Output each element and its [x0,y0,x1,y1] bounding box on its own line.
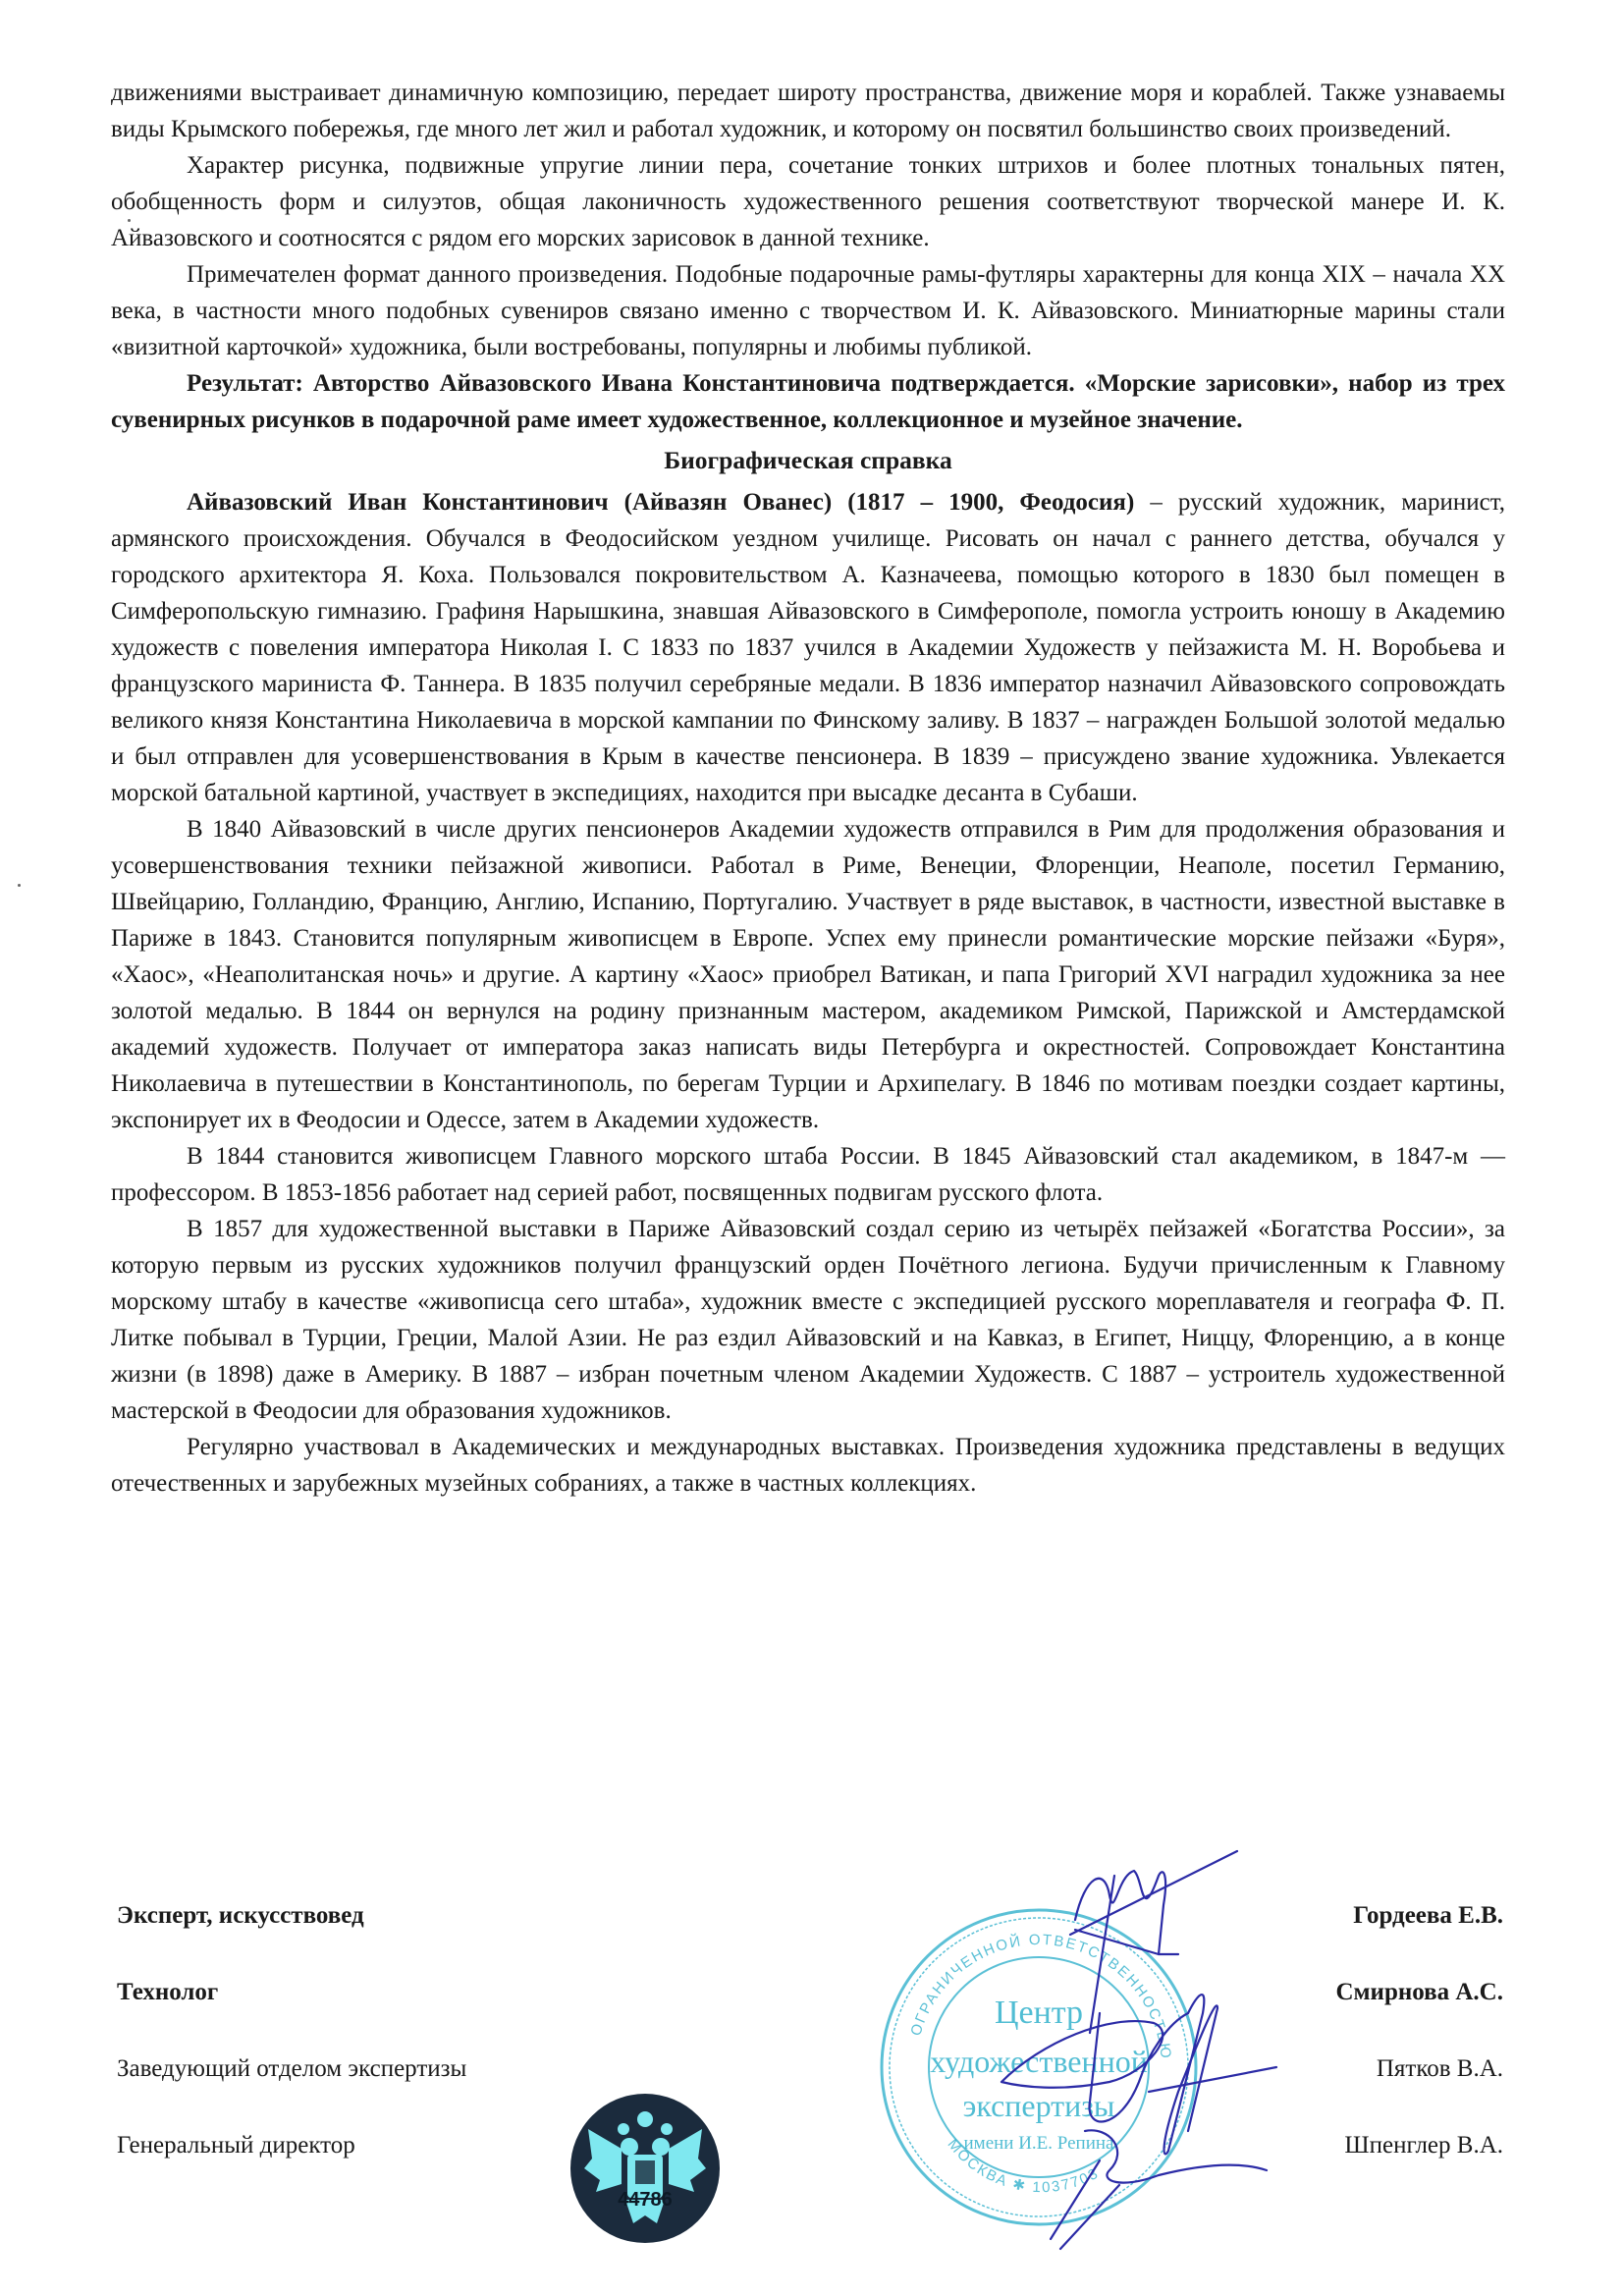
document-body [111,75,1505,1502]
paragraph-format: Примечателен формат данного произведения. Подобные подарочные рамы-футляры характерны для конца XIX – начала XX века, в частности много подобных сувениров связано именно с творчеством И. К. Айвазовского. Миниатюрные марины стали «визитной карточкой» художника, были востребованы, популярны и любимы публикой. [111,261,1505,360]
svg-text:художественной: художественной [930,2044,1148,2079]
bio-lead-paragraph [111,484,1505,811]
bio-paragraph-1857: В 1857 для художественной выставки в Париже Айвазовский создал серию из четырёх пейзажей «Богатства России», за которую первым из русских художников получил французский орден Почётного легиона. Будучи причисленным к Главному морскому штабу в качестве «живописца сего штаба», художник вместе с экспедицией русского мореплавателя и географа Ф. П. Литке побывал в Турции, Греции, Малой Азии. Не раз ездил Айвазовский и на Кавказ, в Египет, Ниццу, Флоренцию, а в конце жизни (в 1898) даже в Америку. В 1887 – избран почетным членом Академии Художеств. С 1887 – устроитель художественной мастерской в Феодосии для образования художников. [111,1216,1505,1424]
name-gordeeva: Гордеева Е.В. [1353,1902,1503,1929]
name-shpengler: Шпенглер В.А. [1344,2132,1503,2159]
svg-text:ОГРАНИЧЕННОЙ ОТВЕТСТВЕННОСТЬЮ: ОГРАНИЧЕННОЙ ОТВЕТСТВЕННОСТЬЮ [907,1931,1175,2061]
paragraph-drawing-character: Характер рисунка, подвижные упругие линии пера, сочетание тонких штрихов и более плотных тональных пятен, обобщенность форм и силуэтов, общая лаконичность художественного решения соответствуют творческой манере И. К. Айвазовского и соотносятся с рядом его морских зарисовок в данной технике. [111,152,1505,251]
paragraph-result: Результат: Авторство Айвазовского Ивана Константиновича подтверждается. «Морские зарисовки», набор из трех сувенирных рисунков в подарочной раме имеет художественное, коллекционное и музейное значение. [111,370,1505,433]
bio-paragraph-exhibitions: Регулярно участвовал в Академических и международных выставках. Произведения художника представлены в ведущих отечественных и зарубежных музейных собраниях, а также в частных коллекциях. [111,1434,1505,1497]
svg-text:МОСКВА ✱ 1037703: МОСКВА ✱ 1037703 [944,2136,1103,2197]
paragraph-continuation: движениями выстраивает динамичную композицию, передает широту пространства, движение моря и кораблей. Также узнаваемы виды Крымского побережья, где много лет жил и работал художник, и которому он посвятил большинство своих произведений. [111,80,1505,142]
bio-heading: Биографическая справка [664,446,952,474]
stamp-line-1: Центр [994,1995,1084,2031]
bio-paragraph-1844: В 1844 становится живописцем Главного морского штаба России. В 1845 Айвазовский стал академиком, в 1847-м — профессором. В 1853-1856 работает над серией работ, посвященных подвигам русского флота. [111,1143,1505,1206]
role-technologist: Технолог [117,1979,219,2005]
svg-text:имени И.Е. Репина: имени И.Е. Репина [963,2133,1114,2154]
svg-text:экспертизы: экспертизы [962,2088,1115,2123]
name-pyatkov: Пятков В.А. [1376,2055,1503,2082]
role-general-director: Генеральный директор [117,2132,355,2159]
bio-lead-name: Айвазовский Иван Константинович (Айвазян Ованес) (1817 – 1900, Феодосия) [187,489,1135,516]
role-head-of-expertise: Заведующий отделом экспертизы [117,2055,467,2082]
hologram-number: 44786 [618,2189,673,2211]
name-smirnova: Смирнова А.С. [1335,1979,1503,2005]
organization-stamp [877,1905,1201,2229]
bio-lead-text: – русский художник, маринист, армянского происхождения. Обучался в Феодосийском уездном училище. Рисовать он начал с раннего детства, обучался у городского архитектора Я. Коха. Пользовался покровительством А. Казначеева, помощью которого в 1830 был помещен в Симферопольскую гимназию. Графиня Нарышкина, знавшая Айвазовского в Симферополе, помогла устроить юношу в Академию художеств с повеления императора Николая I. С 1833 по 1837 учился в Академии Художеств у пейзажиста М. Н. Воробьева и французского мариниста Ф. Таннера. В 1835 получил серебряные медали. В 1836 император назначил Айвазовского сопровождать великого князя Константина Николаевича в морской кампании по Финскому заливу. В 1837 – награжден Большой золотой медалью и был отправлен для усовершенствования в Крым в качестве пенсионера. В 1839 – присуждено звание художника. Увлекается морской батальной картиной, участвует в экспедициях, находится при высадке десанта в Субаши. [111,489,1506,806]
scan-speck [128,219,131,222]
hologram-sticker [567,2090,724,2247]
scan-speck [18,884,21,887]
bio-paragraph-1840: В 1840 Айвазовский в числе других пенсионеров Академии художеств отправился в Рим для продолжения образования и усовершенствования техники пейзажной живописи. Работал в Риме, Венеции, Флоренции, Неаполе, посетил Германию, Швейцарию, Голландию, Францию, Англию, Испанию, Португалию. Участвует в ряде выставок, в частности, известной выставке в Париже в 1843. Становится популярным живописцем в Европе. Успех ему принесли романтические морские пейзажи «Буря», «Хаос», «Неаполитанская ночь» и другие. А картину «Хаос» приобрел Ватикан, и папа Григорий XVI наградил художника за нее золотой медалью. В 1844 он вернулся на родину признанным мастером, академиком Римской, Парижской и Амстердамской академий художеств. Получает от императора заказ написать виды Петербурга и окрестностей. Сопровождает Константина Николаевича в путешествии в Константинополь, по берегам Турции и Архипелагу. В 1846 по мотивам поездки создает картины, экспонирует их в Феодосии и Одессе, затем в Академии художеств. [111,816,1505,1133]
role-expert: Эксперт, искусствовед [117,1902,364,1929]
